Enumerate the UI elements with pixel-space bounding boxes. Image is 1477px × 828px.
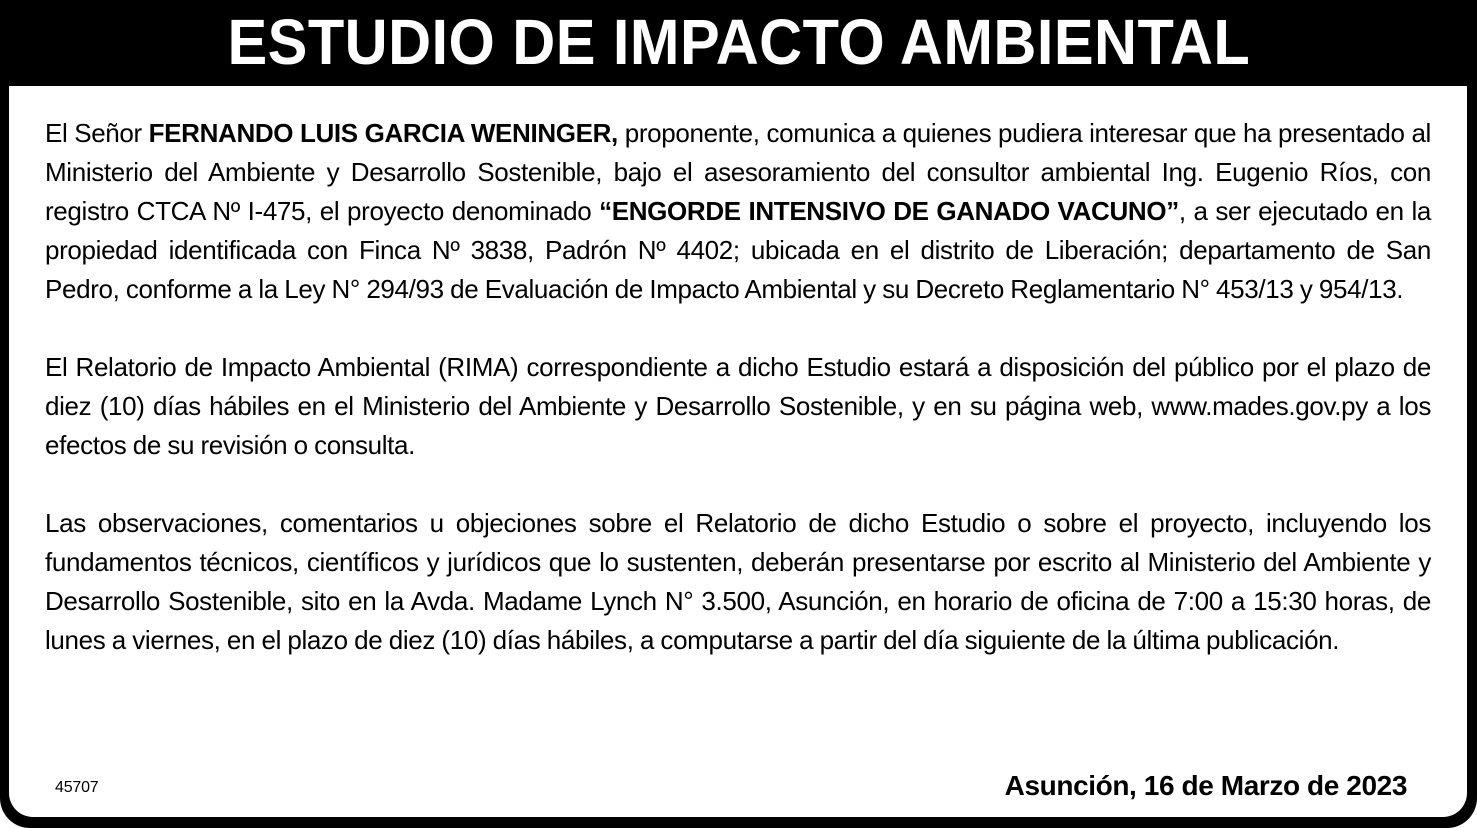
project-name: “ENGORDE INTENSIVO DE GANADO VACUNO” [599,196,1179,226]
notice-title: ESTUDIO DE IMPACTO AMBIENTAL [227,6,1250,78]
paragraph-proponent-text-3: , a ser ejecutado en la propiedad identificada con Finca Nº 3838, Padrón Nº 4402; ubicada en el distrito de Liberación; departamento de San Pedro, conforme a la Ley N° 294/93 de Evaluación de Impacto Ambiental y su Decreto Reglamentario N° 453/13 y 954/13. [45,196,1431,304]
notice-body-panel [9,86,1467,817]
notice-code: 45707 [55,779,99,796]
paragraph-rima: El Relatorio de Impacto Ambiental (RIMA) correspondiente a dicho Estudio estará a disposición del público por el plazo de diez (10) días hábiles en el Ministerio del Ambiente y Desarrollo Sostenible, y en su página web, www.mades.gov.py a los efectos de su revisión o consulta. [45,352,1431,460]
paragraph-observations: Las observaciones, comentarios u objeciones sobre el Relatorio de dicho Estudio o sobre el proyecto, incluyendo los fundamentos técnicos, científicos y jurídicos que lo sustenten, deberán presentarse por escrito al Ministerio del Ambiente y Desarrollo Sostenible, sito en la Avda. Madame Lynch N° 3.500, Asunción, en horario de oficina de 7:00 a 15:30 horas, de lunes a viernes, en el plazo de diez (10) días hábiles, a computarse a partir del día siguiente de la última publicación. [45,508,1431,655]
notice-content [45,114,1431,660]
paragraph-proponent-text-1: El Señor [45,118,149,148]
paragraph-proponent [45,114,1431,309]
notice-date: Asunción, 16 de Marzo de 2023 [1004,770,1407,801]
notice-header [0,0,1477,84]
paragraph-proponent-text-2: proponente, comunica a quienes pudiera interesar que ha presentado al Ministerio del Ambiente y Desarrollo Sostenible, bajo el asesoramiento del consultor ambiental Ing. Eugenio Ríos, con registro CTCA Nº I-475, el proyecto denominado [45,118,1431,226]
proponent-name: FERNANDO LUIS GARCIA WENINGER, [148,118,618,148]
